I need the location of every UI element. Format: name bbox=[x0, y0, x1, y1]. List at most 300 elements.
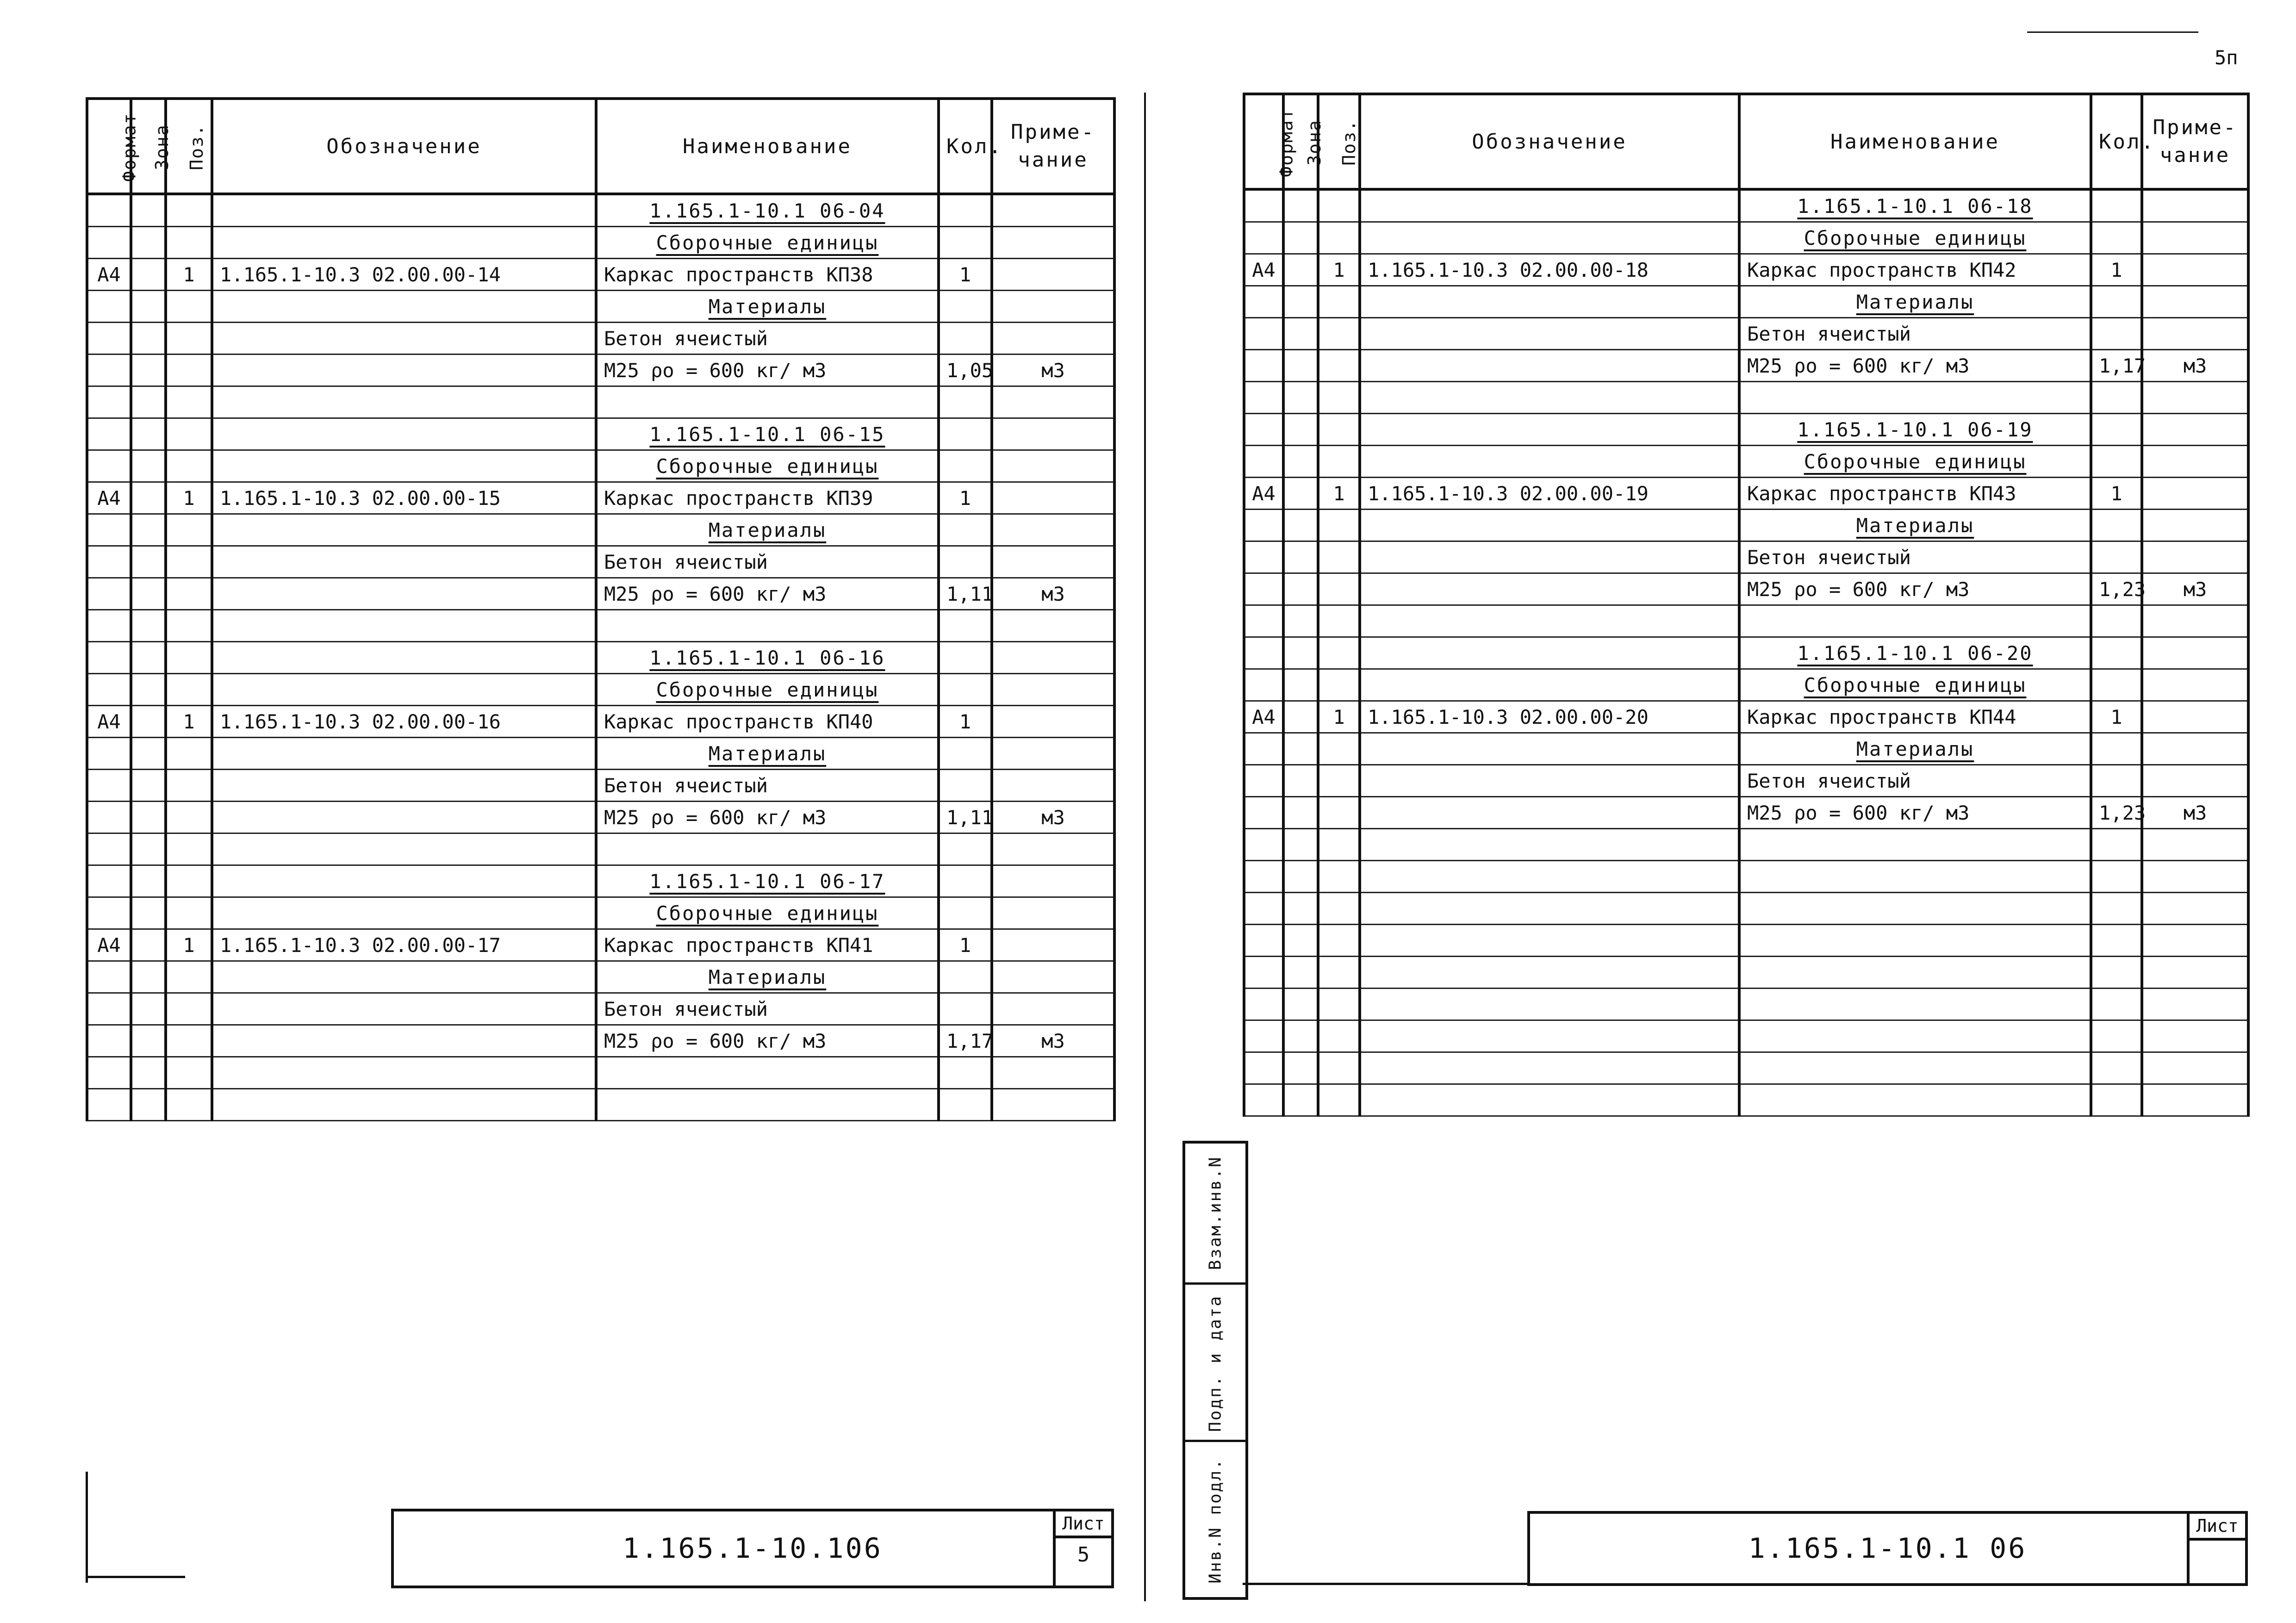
name-cell bbox=[1739, 861, 2091, 893]
col-name: Наименование bbox=[1739, 94, 2091, 189]
pos-cell bbox=[166, 674, 212, 706]
format-cell bbox=[87, 897, 131, 929]
right-title-block bbox=[1527, 1511, 2248, 1586]
qty-cell bbox=[939, 227, 992, 259]
table-row bbox=[1244, 829, 2248, 861]
note-cell bbox=[2142, 446, 2248, 478]
left-title-block bbox=[391, 1509, 1114, 1588]
table-row bbox=[1244, 637, 2248, 669]
right-sheet-label: Лист bbox=[2190, 1514, 2245, 1541]
zone-cell bbox=[131, 1025, 166, 1057]
left-sheet-label: Лист bbox=[1056, 1511, 1111, 1538]
designation-cell bbox=[212, 961, 596, 993]
pos-cell bbox=[166, 770, 212, 802]
designation-cell bbox=[1360, 861, 1739, 893]
pos-cell bbox=[166, 1089, 212, 1121]
pos-cell bbox=[166, 993, 212, 1025]
zone-cell bbox=[1283, 189, 1318, 222]
fold-line bbox=[1144, 93, 1146, 1601]
note-cell bbox=[2142, 1084, 2248, 1116]
table-row bbox=[1244, 765, 2248, 797]
name-cell bbox=[1739, 1020, 2091, 1052]
table-row bbox=[87, 1057, 1114, 1089]
left-sheet-box bbox=[1053, 1511, 1111, 1586]
zone-cell bbox=[1283, 925, 1318, 957]
table-row bbox=[87, 354, 1114, 386]
left-frame-bottom bbox=[86, 1576, 185, 1578]
table-row bbox=[87, 546, 1114, 578]
pos-cell bbox=[166, 514, 212, 546]
zone-cell bbox=[131, 642, 166, 674]
note-cell bbox=[2142, 637, 2248, 669]
format-cell bbox=[87, 291, 131, 323]
designation-cell bbox=[212, 578, 596, 610]
zone-cell bbox=[1283, 797, 1318, 829]
table-row bbox=[87, 738, 1114, 770]
name-cell bbox=[596, 386, 939, 418]
note-cell bbox=[992, 1089, 1114, 1121]
note-cell bbox=[2142, 510, 2248, 541]
format-cell: А4 bbox=[87, 706, 131, 738]
designation-cell bbox=[1360, 989, 1739, 1020]
zone-cell bbox=[1283, 222, 1318, 254]
zone-cell bbox=[131, 194, 166, 227]
qty-cell bbox=[939, 1057, 992, 1089]
designation-cell bbox=[1360, 446, 1739, 478]
note-cell bbox=[992, 929, 1114, 961]
format-cell bbox=[87, 227, 131, 259]
designation-cell bbox=[212, 546, 596, 578]
name-cell: Бетон ячеистый bbox=[1739, 318, 2091, 350]
format-cell bbox=[87, 1025, 131, 1057]
zone-cell bbox=[131, 482, 166, 514]
pos-cell bbox=[1318, 350, 1360, 382]
zone-cell bbox=[1283, 318, 1318, 350]
note-cell: м3 bbox=[992, 578, 1114, 610]
table-row bbox=[1244, 1052, 2248, 1084]
qty-cell bbox=[2091, 222, 2142, 254]
zone-cell bbox=[131, 354, 166, 386]
qty-cell bbox=[939, 386, 992, 418]
name-cell: Бетон ячеистый bbox=[596, 993, 939, 1025]
format-cell bbox=[1244, 733, 1283, 765]
pos-cell bbox=[1318, 637, 1360, 669]
zone-cell bbox=[1283, 541, 1318, 573]
name-cell: Материалы bbox=[1739, 510, 2091, 541]
name-cell: Бетон ячеистый bbox=[596, 546, 939, 578]
format-cell: А4 bbox=[1244, 254, 1283, 286]
note-cell bbox=[2142, 286, 2248, 318]
note-cell bbox=[992, 897, 1114, 929]
designation-cell bbox=[1360, 925, 1739, 957]
name-cell bbox=[1739, 1052, 2091, 1084]
name-cell bbox=[1739, 893, 2091, 925]
qty-cell: 1 bbox=[2091, 478, 2142, 510]
format-cell bbox=[1244, 350, 1283, 382]
designation-cell: 1.165.1-10.3 02.00.00-17 bbox=[212, 929, 596, 961]
qty-cell bbox=[939, 546, 992, 578]
designation-cell bbox=[1360, 541, 1739, 573]
col-format: Формат bbox=[1244, 94, 1283, 189]
zone-cell bbox=[131, 450, 166, 482]
designation-cell bbox=[1360, 510, 1739, 541]
pos-cell: 1 bbox=[166, 929, 212, 961]
table-row bbox=[1244, 957, 2248, 989]
name-cell: М25 ρо = 600 кг/ м3 bbox=[596, 802, 939, 833]
note-cell bbox=[992, 194, 1114, 227]
designation-cell: 1.165.1-10.3 02.00.00-15 bbox=[212, 482, 596, 514]
name-cell: М25 ρо = 600 кг/ м3 bbox=[596, 354, 939, 386]
qty-cell bbox=[939, 642, 992, 674]
zone-cell bbox=[1283, 573, 1318, 605]
note-cell: м3 bbox=[2142, 350, 2248, 382]
qty-cell: 1 bbox=[939, 706, 992, 738]
table-row bbox=[1244, 1020, 2248, 1052]
name-cell: Материалы bbox=[1739, 286, 2091, 318]
designation-cell bbox=[212, 1025, 596, 1057]
qty-cell bbox=[2091, 318, 2142, 350]
qty-cell bbox=[939, 674, 992, 706]
pos-cell bbox=[166, 450, 212, 482]
pos-cell bbox=[166, 578, 212, 610]
name-cell: Материалы bbox=[596, 961, 939, 993]
table-row bbox=[1244, 318, 2248, 350]
col-format: Формат bbox=[87, 99, 131, 194]
designation-cell: 1.165.1-10.3 02.00.00-16 bbox=[212, 706, 596, 738]
zone-cell bbox=[1283, 478, 1318, 510]
format-cell bbox=[1244, 637, 1283, 669]
table-row bbox=[1244, 478, 2248, 510]
name-cell bbox=[596, 1089, 939, 1121]
zone-cell bbox=[1283, 605, 1318, 637]
zone-cell bbox=[131, 610, 166, 642]
format-cell bbox=[87, 1089, 131, 1121]
name-cell: Каркас пространств КП42 bbox=[1739, 254, 2091, 286]
zone-cell bbox=[131, 929, 166, 961]
note-cell bbox=[2142, 478, 2248, 510]
table-row bbox=[1244, 861, 2248, 893]
name-cell bbox=[1739, 829, 2091, 861]
pos-cell: 1 bbox=[166, 706, 212, 738]
table-row bbox=[87, 833, 1114, 865]
format-cell bbox=[1244, 541, 1283, 573]
designation-cell bbox=[212, 323, 596, 354]
qty-cell: 1,05 bbox=[939, 354, 992, 386]
table-row bbox=[87, 961, 1114, 993]
designation-cell bbox=[1360, 1084, 1739, 1116]
designation-cell bbox=[1360, 414, 1739, 446]
table-row bbox=[87, 802, 1114, 833]
pos-cell bbox=[166, 418, 212, 450]
table-row bbox=[87, 450, 1114, 482]
name-cell: Каркас пространств КП39 bbox=[596, 482, 939, 514]
note-cell bbox=[2142, 989, 2248, 1020]
table-row bbox=[87, 1025, 1114, 1057]
name-cell: Каркас пространств КП38 bbox=[596, 259, 939, 291]
zone-cell bbox=[131, 961, 166, 993]
table-row bbox=[87, 194, 1114, 227]
format-cell bbox=[87, 418, 131, 450]
pos-cell bbox=[1318, 222, 1360, 254]
pos-cell bbox=[1318, 797, 1360, 829]
pos-cell bbox=[1318, 733, 1360, 765]
col-qty: Кол. bbox=[939, 99, 992, 194]
designation-cell bbox=[212, 514, 596, 546]
format-cell bbox=[87, 833, 131, 865]
format-cell bbox=[1244, 797, 1283, 829]
format-cell bbox=[87, 194, 131, 227]
pos-cell bbox=[166, 865, 212, 897]
name-cell: Сборочные единицы bbox=[596, 450, 939, 482]
format-cell bbox=[87, 738, 131, 770]
designation-cell bbox=[1360, 797, 1739, 829]
format-cell bbox=[1244, 286, 1283, 318]
format-cell bbox=[1244, 765, 1283, 797]
qty-cell bbox=[939, 418, 992, 450]
name-cell: М25 ρо = 600 кг/ м3 bbox=[1739, 797, 2091, 829]
format-cell bbox=[87, 993, 131, 1025]
note-cell bbox=[2142, 957, 2248, 989]
note-cell bbox=[2142, 318, 2248, 350]
qty-cell bbox=[939, 450, 992, 482]
table-row bbox=[87, 291, 1114, 323]
designation-cell bbox=[212, 642, 596, 674]
table-row bbox=[1244, 254, 2248, 286]
qty-cell bbox=[2091, 957, 2142, 989]
note-cell bbox=[992, 1057, 1114, 1089]
format-cell bbox=[1244, 989, 1283, 1020]
qty-cell: 1,11 bbox=[939, 802, 992, 833]
zone-cell bbox=[1283, 382, 1318, 414]
qty-cell: 1,17 bbox=[2091, 350, 2142, 382]
pos-cell bbox=[1318, 286, 1360, 318]
designation-cell bbox=[1360, 733, 1739, 765]
qty-cell bbox=[939, 993, 992, 1025]
format-cell bbox=[87, 770, 131, 802]
note-cell bbox=[2142, 1020, 2248, 1052]
qty-cell: 1 bbox=[939, 259, 992, 291]
qty-cell bbox=[2091, 861, 2142, 893]
zone-cell bbox=[131, 1089, 166, 1121]
pos-cell bbox=[1318, 765, 1360, 797]
zone-cell bbox=[131, 833, 166, 865]
note-cell bbox=[992, 386, 1114, 418]
zone-cell bbox=[131, 802, 166, 833]
table-row bbox=[1244, 1084, 2248, 1116]
qty-cell bbox=[939, 770, 992, 802]
left-sheet-number: 5 bbox=[1077, 1543, 1090, 1567]
format-cell bbox=[1244, 605, 1283, 637]
note-cell: м3 bbox=[992, 802, 1114, 833]
table-row bbox=[1244, 701, 2248, 733]
name-cell bbox=[1739, 1084, 2091, 1116]
table-row bbox=[87, 865, 1114, 897]
side-stamp-original-inv: Инв.N подл. bbox=[1185, 1440, 1245, 1599]
note-cell: м3 bbox=[992, 354, 1114, 386]
right-document-code: 1.165.1-10.1 06 bbox=[1748, 1532, 2027, 1565]
qty-cell bbox=[939, 738, 992, 770]
note-cell bbox=[2142, 925, 2248, 957]
zone-cell bbox=[1283, 669, 1318, 701]
format-cell bbox=[87, 450, 131, 482]
pos-cell bbox=[1318, 189, 1360, 222]
qty-cell: 1 bbox=[2091, 701, 2142, 733]
pos-cell bbox=[166, 897, 212, 929]
designation-cell bbox=[1360, 669, 1739, 701]
pos-cell bbox=[1318, 573, 1360, 605]
designation-cell bbox=[212, 674, 596, 706]
pos-cell bbox=[166, 610, 212, 642]
designation-cell bbox=[212, 1057, 596, 1089]
note-cell bbox=[992, 642, 1114, 674]
format-cell bbox=[87, 386, 131, 418]
note-cell bbox=[992, 865, 1114, 897]
qty-cell bbox=[2091, 510, 2142, 541]
left-document-code: 1.165.1-10.106 bbox=[622, 1532, 883, 1565]
name-cell: Материалы bbox=[596, 514, 939, 546]
pos-cell bbox=[166, 354, 212, 386]
note-cell bbox=[2142, 605, 2248, 637]
zone-cell bbox=[1283, 350, 1318, 382]
table-row bbox=[87, 674, 1114, 706]
name-cell: Сборочные единицы bbox=[1739, 222, 2091, 254]
qty-cell bbox=[939, 865, 992, 897]
name-cell: 1.165.1-10.1 06-18 bbox=[1739, 189, 2091, 222]
designation-cell bbox=[212, 227, 596, 259]
pos-cell bbox=[166, 1057, 212, 1089]
format-cell bbox=[1244, 829, 1283, 861]
name-cell: 1.165.1-10.1 06-16 bbox=[596, 642, 939, 674]
format-cell: А4 bbox=[87, 482, 131, 514]
col-qty: Кол. bbox=[2091, 94, 2142, 189]
pos-cell bbox=[166, 194, 212, 227]
format-cell bbox=[87, 546, 131, 578]
table-row bbox=[1244, 446, 2248, 478]
designation-cell bbox=[1360, 605, 1739, 637]
qty-cell bbox=[2091, 733, 2142, 765]
format-cell bbox=[1244, 925, 1283, 957]
note-cell bbox=[2142, 765, 2248, 797]
name-cell bbox=[1739, 382, 2091, 414]
format-cell: А4 bbox=[1244, 478, 1283, 510]
right-spec-table bbox=[1243, 93, 2250, 1117]
zone-cell bbox=[1283, 893, 1318, 925]
table-row bbox=[87, 897, 1114, 929]
qty-cell bbox=[2091, 925, 2142, 957]
designation-cell bbox=[212, 418, 596, 450]
note-cell bbox=[992, 227, 1114, 259]
format-cell: А4 bbox=[87, 929, 131, 961]
table-row bbox=[1244, 989, 2248, 1020]
pos-cell bbox=[166, 546, 212, 578]
pos-cell bbox=[1318, 989, 1360, 1020]
side-stamp-signature-date: Подп. и дата bbox=[1185, 1282, 1245, 1442]
name-cell: Сборочные единицы bbox=[1739, 669, 2091, 701]
note-cell bbox=[992, 482, 1114, 514]
format-cell bbox=[1244, 573, 1283, 605]
table-row bbox=[1244, 222, 2248, 254]
format-cell bbox=[87, 610, 131, 642]
pos-cell bbox=[1318, 861, 1360, 893]
zone-cell bbox=[131, 770, 166, 802]
designation-cell: 1.165.1-10.3 02.00.00-18 bbox=[1360, 254, 1739, 286]
qty-cell bbox=[939, 961, 992, 993]
designation-cell bbox=[1360, 318, 1739, 350]
pos-cell bbox=[1318, 957, 1360, 989]
zone-cell bbox=[131, 738, 166, 770]
zone-cell bbox=[131, 418, 166, 450]
zone-cell bbox=[1283, 510, 1318, 541]
designation-cell bbox=[212, 354, 596, 386]
table-row bbox=[87, 642, 1114, 674]
table-row bbox=[1244, 573, 2248, 605]
qty-cell bbox=[2091, 1084, 2142, 1116]
pos-cell: 1 bbox=[166, 482, 212, 514]
qty-cell bbox=[2091, 1052, 2142, 1084]
table-row bbox=[1244, 414, 2248, 446]
name-cell bbox=[1739, 957, 2091, 989]
note-cell bbox=[992, 993, 1114, 1025]
zone-cell bbox=[1283, 414, 1318, 446]
qty-cell: 1,11 bbox=[939, 578, 992, 610]
page-number: 5п bbox=[2215, 46, 2238, 69]
designation-cell bbox=[212, 865, 596, 897]
format-cell bbox=[87, 642, 131, 674]
pos-cell bbox=[166, 323, 212, 354]
format-cell bbox=[87, 1057, 131, 1089]
col-note: Приме-чание bbox=[992, 99, 1114, 194]
designation-cell bbox=[212, 802, 596, 833]
designation-cell bbox=[1360, 189, 1739, 222]
name-cell: 1.165.1-10.1 06-15 bbox=[596, 418, 939, 450]
format-cell bbox=[1244, 318, 1283, 350]
designation-cell bbox=[1360, 637, 1739, 669]
qty-cell bbox=[2091, 189, 2142, 222]
zone-cell bbox=[131, 674, 166, 706]
zone-cell bbox=[131, 897, 166, 929]
format-cell bbox=[87, 578, 131, 610]
side-stamp bbox=[1182, 1141, 1248, 1600]
note-cell bbox=[992, 546, 1114, 578]
designation-cell bbox=[212, 1089, 596, 1121]
name-cell bbox=[1739, 989, 2091, 1020]
note-cell bbox=[992, 291, 1114, 323]
format-cell bbox=[1244, 957, 1283, 989]
col-zone: Зона bbox=[1283, 94, 1318, 189]
table-header-row bbox=[1244, 94, 2248, 189]
name-cell: Бетон ячеистый bbox=[596, 770, 939, 802]
designation-cell bbox=[1360, 765, 1739, 797]
pos-cell bbox=[1318, 318, 1360, 350]
qty-cell bbox=[939, 897, 992, 929]
note-cell bbox=[2142, 669, 2248, 701]
zone-cell bbox=[1283, 829, 1318, 861]
pos-cell bbox=[1318, 893, 1360, 925]
name-cell bbox=[1739, 605, 2091, 637]
zone-cell bbox=[1283, 989, 1318, 1020]
note-cell bbox=[992, 418, 1114, 450]
note-cell bbox=[992, 259, 1114, 291]
pos-cell bbox=[166, 1025, 212, 1057]
zone-cell bbox=[131, 259, 166, 291]
note-cell: м3 bbox=[2142, 797, 2248, 829]
note-cell bbox=[992, 833, 1114, 865]
note-cell bbox=[992, 961, 1114, 993]
qty-cell bbox=[939, 833, 992, 865]
zone-cell bbox=[131, 865, 166, 897]
zone-cell bbox=[131, 386, 166, 418]
designation-cell bbox=[212, 291, 596, 323]
